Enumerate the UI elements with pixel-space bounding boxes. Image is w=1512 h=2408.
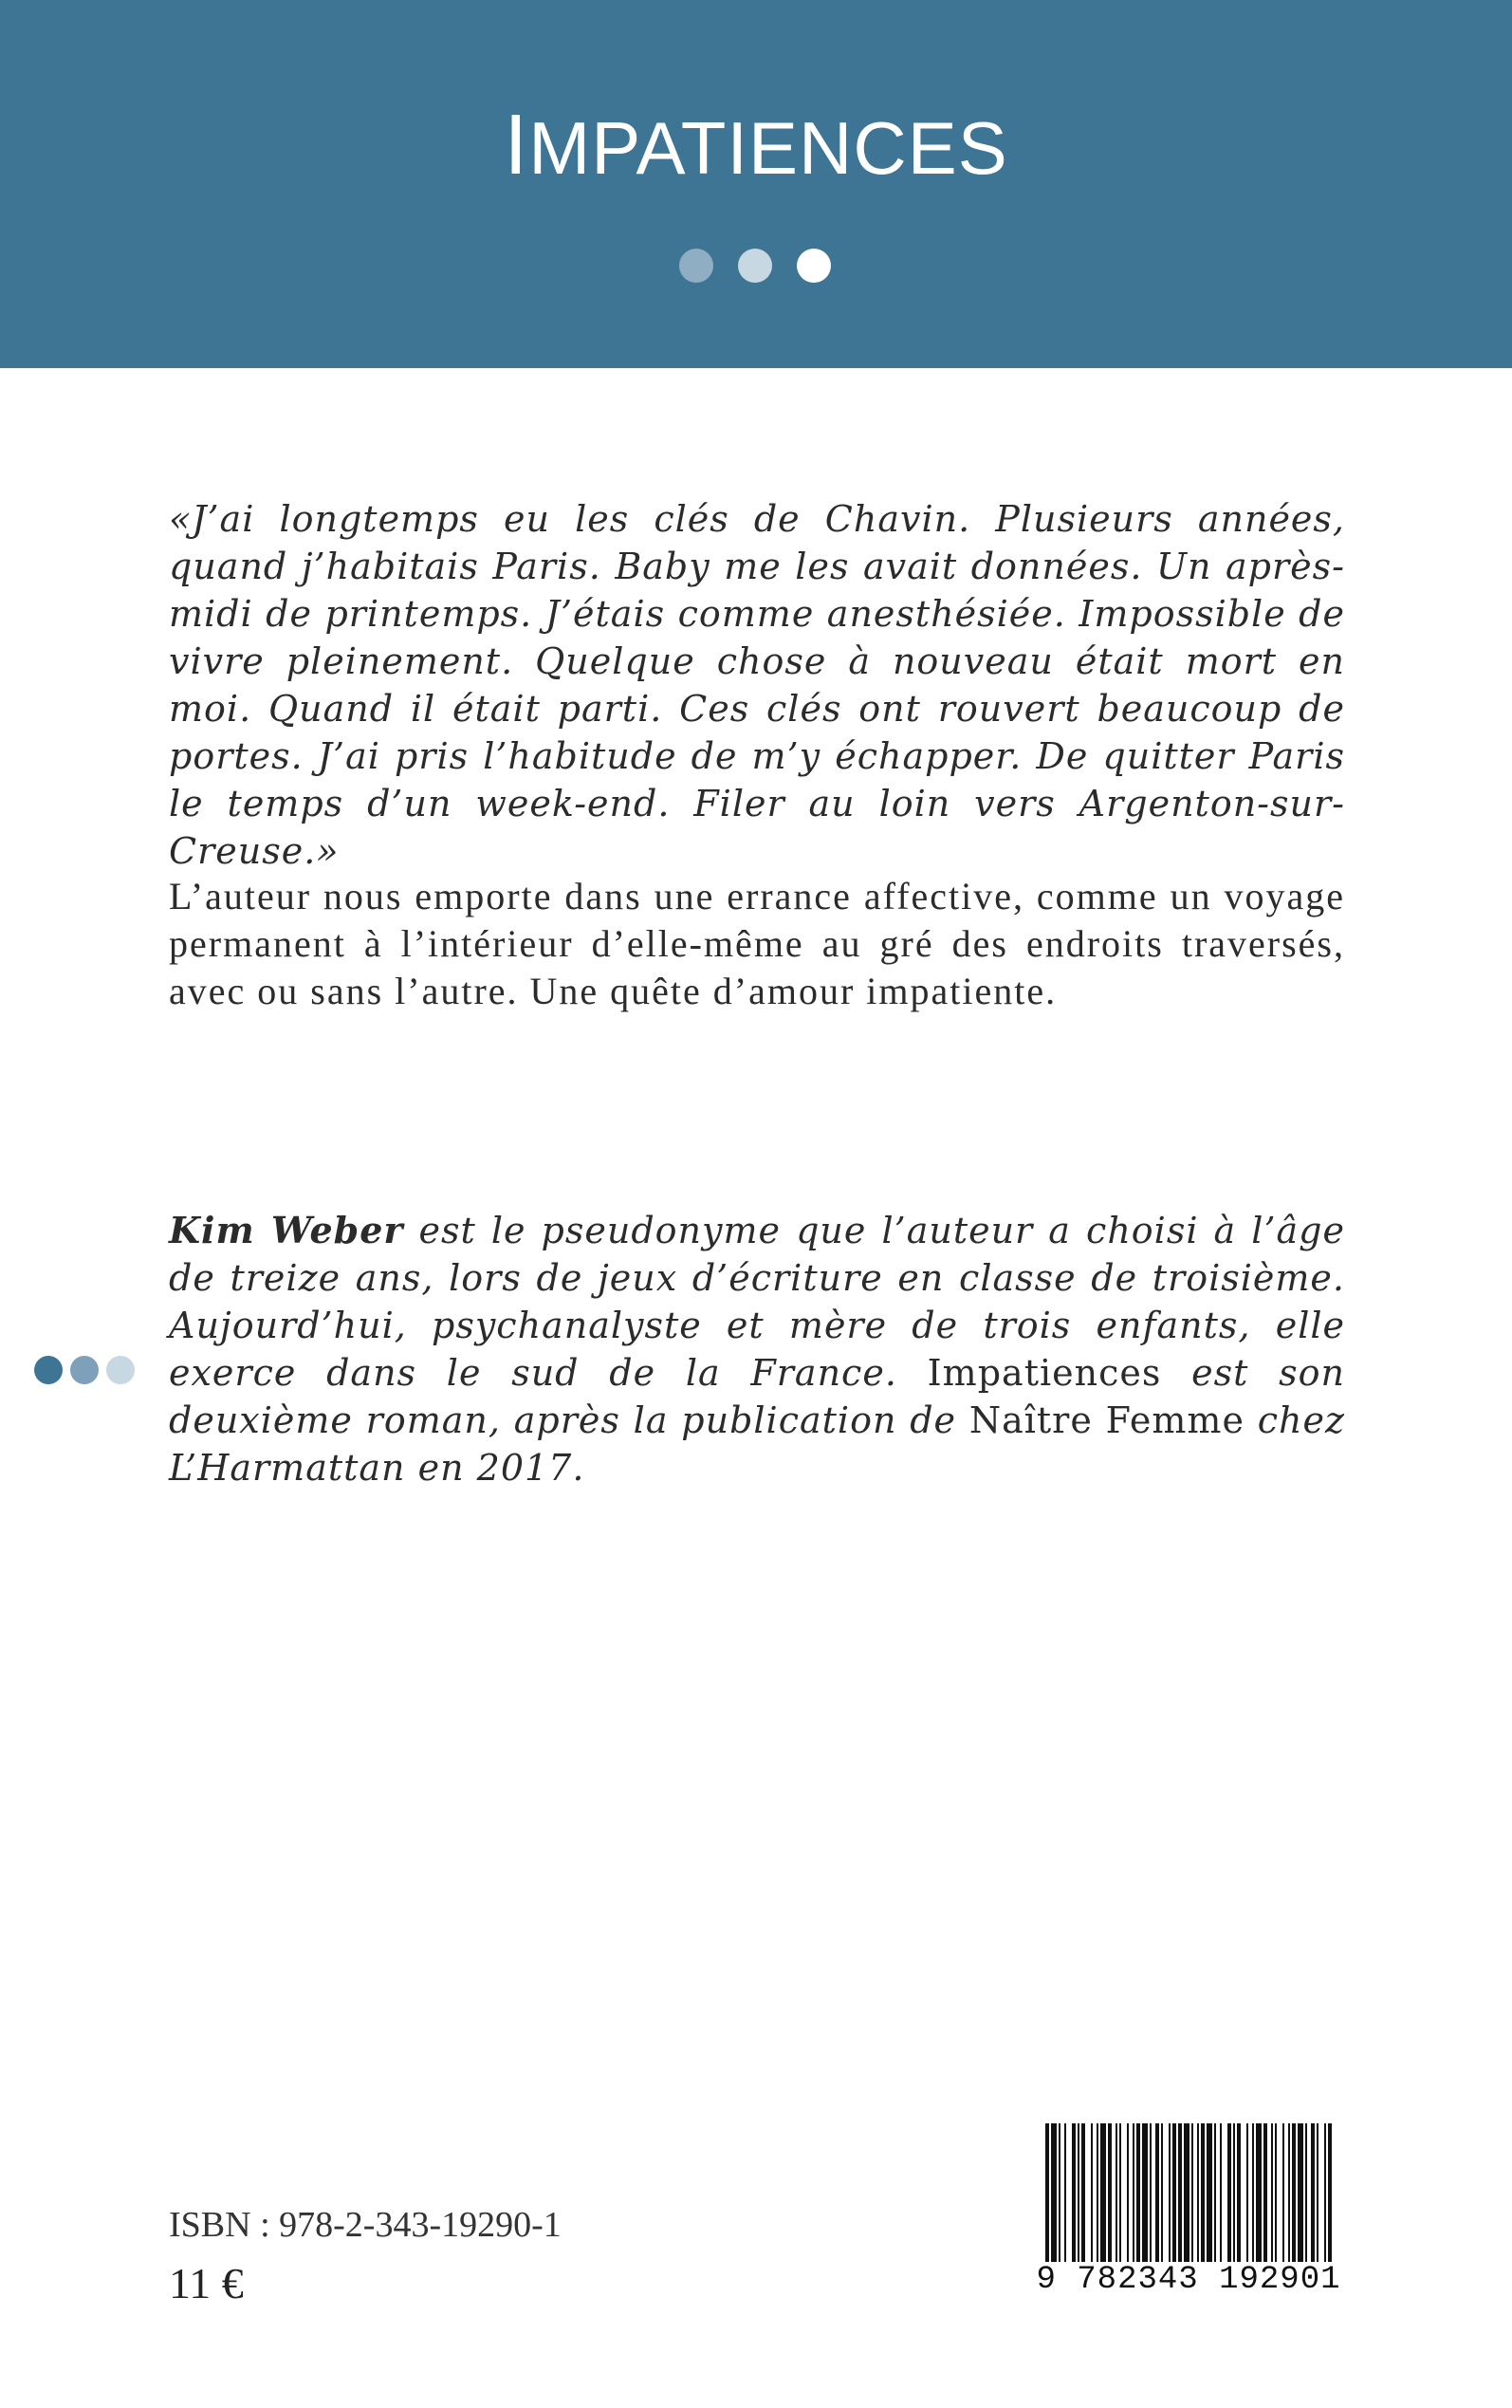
excerpt-quote: «J’ai longtemps eu les clés de Chavin. Plusieurs années, quand j’habitais Paris. Baby me les avait données. Un après-midi de printemps. J’étais comme anesthésiée. Impossible de vivre pleinement. Quelque chose à nouveau était mort en moi. Quand il était parti. Ces clés ont rouvert beaucoup de portes. J’ai pris l’habitude de m’y échapper. De quitter Paris le temps d’un week-end. Filer au loin vers Argenton-sur-Creuse.» [169,498,1345,872]
barcode-bar [1097,2123,1098,2262]
barcode-bar [1051,2123,1057,2262]
barcode-bar [1119,2123,1121,2262]
barcode-bar [1191,2123,1193,2262]
barcode-bar [1263,2123,1267,2262]
barcode [1030,2123,1347,2304]
barcode-bar [1161,2123,1163,2262]
title-initial: I [504,98,529,193]
barcode-bar [1246,2123,1248,2262]
bio-text-2: est son deuxième roman, après la publication de [169,1352,1345,1441]
side-dot-1 [34,1356,63,1384]
barcode-bar [1282,2123,1284,2262]
author-bio [169,1207,1345,1491]
barcode-bar [1108,2123,1112,2262]
barcode-bar [1311,2123,1315,2262]
barcode-bar [1214,2123,1216,2262]
barcode-bar [1078,2123,1079,2262]
barcode-bar [1233,2123,1235,2262]
barcode-bar [1275,2123,1277,2262]
barcode-bar [1305,2123,1307,2262]
barcode-bar [1072,2123,1076,2262]
dot-1 [679,249,713,283]
price-text: 11 € [169,2259,244,2307]
barcode-bar [1227,2123,1231,2262]
barcode-bar [1292,2123,1296,2262]
barcode-bar [1127,2123,1129,2262]
title-rest: MPATIENCES [528,106,1008,190]
author-name: Kim Weber [169,1209,404,1251]
book-title [0,98,1512,193]
barcode-digits: 9 782343 192901 [1036,2262,1341,2298]
bio-book-title-2: Naître Femme [968,1399,1245,1441]
dot-3 [797,249,831,283]
barcode-bar [1328,2123,1332,2262]
barcode-bar [1136,2123,1140,2262]
barcode-bar [1201,2123,1205,2262]
barcode-bar [1169,2123,1171,2262]
barcode-bar [1256,2123,1262,2262]
barcode-bar [1045,2123,1049,2262]
barcode-bar [1207,2123,1212,2262]
barcode-bars [1030,2123,1347,2266]
barcode-bar [1184,2123,1189,2262]
isbn-text: ISBN : 978-2-343-19290-1 [169,2205,562,2245]
barcode-bar [1081,2123,1085,2262]
barcode-bar [1317,2123,1318,2262]
barcode-bar [1178,2123,1182,2262]
barcode-bar [1142,2123,1148,2262]
barcode-bar [1220,2123,1222,2262]
barcode-bar [1116,2123,1117,2262]
bio-text-3: chez L’Harmattan en 2017. [169,1399,1345,1489]
barcode-bar [1298,2123,1303,2262]
barcode-bar [1324,2123,1326,2262]
book-summary: L’auteur nous emporte dans une errance affective, comme un voyage permanent à l’intérieur d’elle-même au gré des endroits traversés, avec ou sans l’autre. Une quête d’amour impatiente. [169,875,1345,1012]
barcode-bar [1271,2123,1273,2262]
side-dot-3 [106,1356,135,1384]
bio-text-1: est le pseudonyme que l’auteur a choisi à l’âge de treize ans, lors de jeux d’écriture en classe de troisième. Aujourd’hui, psychanalyste et mère de trois enfants, elle exerce dans le sud de la France. [169,1210,1345,1394]
barcode-bar [1133,2123,1134,2262]
barcode-bar [1150,2123,1152,2262]
side-dot-2 [70,1356,99,1384]
dot-2 [738,249,772,283]
barcode-bar [1155,2123,1159,2262]
barcode-bar [1064,2123,1066,2262]
header-band [0,0,1512,368]
barcode-bar [1252,2123,1254,2262]
barcode-bar [1237,2123,1241,2262]
barcode-bar [1091,2123,1093,2262]
barcode-bar [1100,2123,1106,2262]
barcode-bar [1288,2123,1290,2262]
barcode-bar [1059,2123,1060,2262]
barcode-bar [1172,2123,1176,2262]
barcode-bar [1197,2123,1199,2262]
bio-book-title-1: Impatiences [927,1352,1162,1394]
